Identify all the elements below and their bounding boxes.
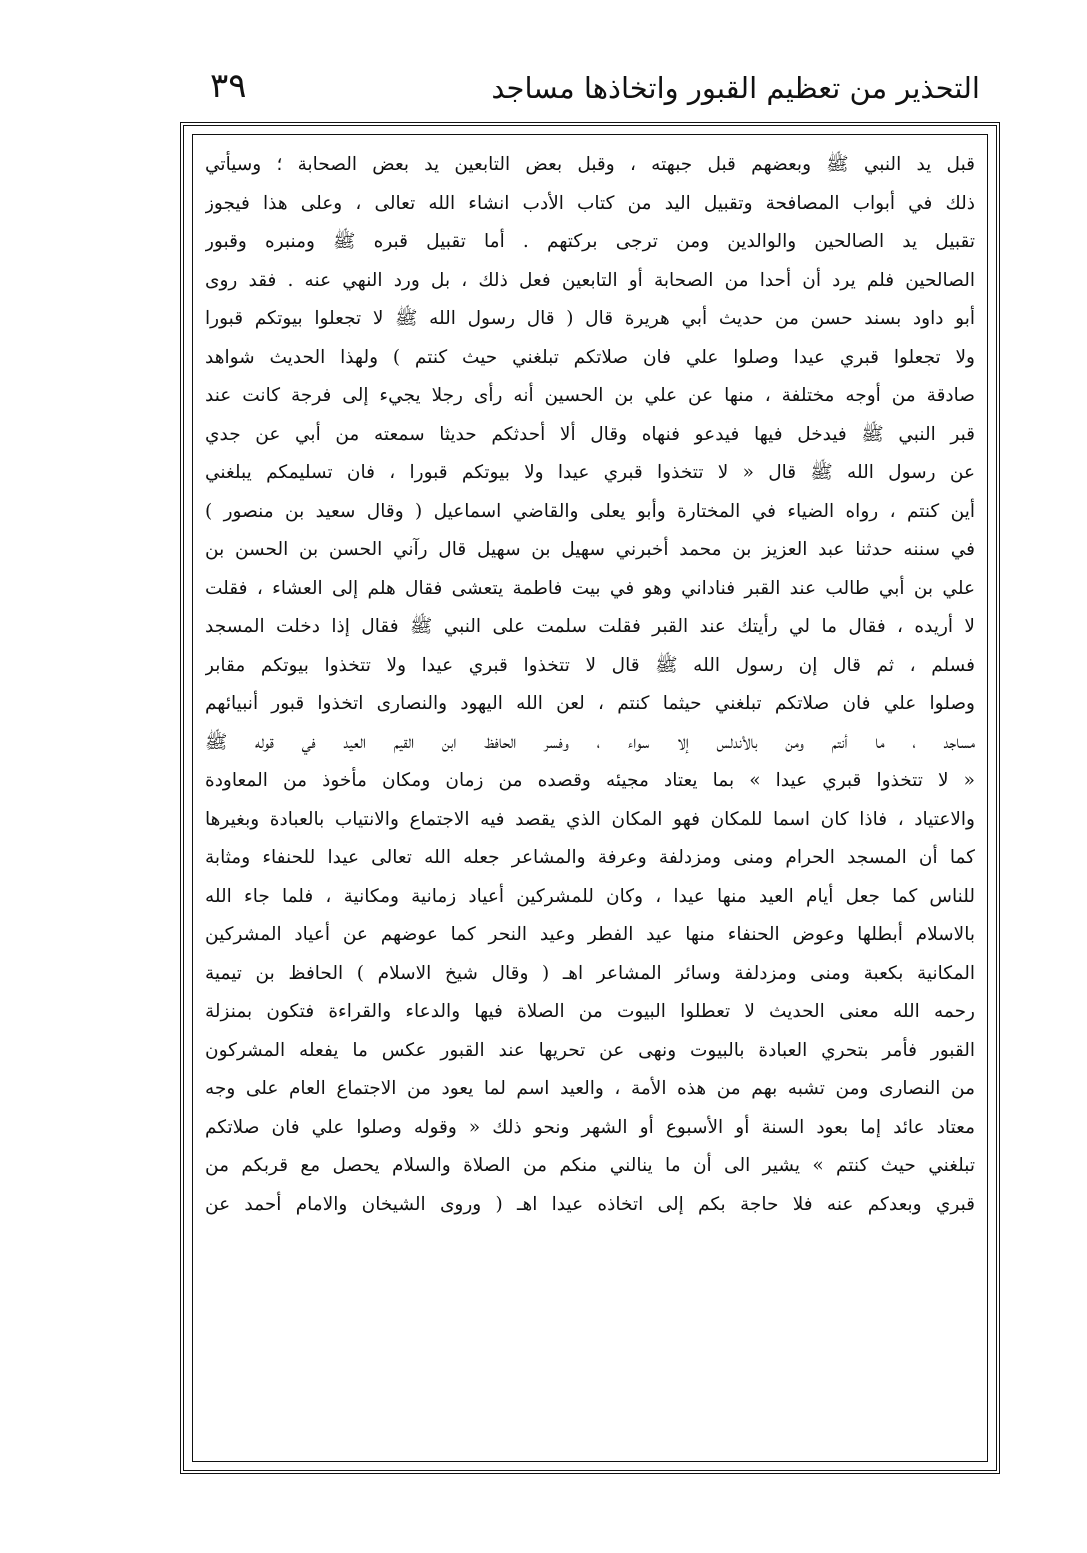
main-text-block — [205, 146, 975, 1456]
text-line: كما أن المسجد الحرام ومنى ومزدلفة وعرفة والمشاعر جعله الله تعالى عيدا للحنفاء ومثابة — [205, 847, 975, 868]
text-line: الصالحين فلم يرد أن أحدا من الصحابة أو التابعين فعل ذلك ، بل ورد النهي عنه . فقد روى — [205, 269, 975, 291]
text-line: لا أريده ، فقال ما لي رأيتك عند القبر فقلت سلمت على النبي ﷺ فقال إذا دخلت المسجد — [205, 616, 975, 637]
text-line: صادقة من أوجه مختلفة ، منها عن علي بن الحسين أنه رأى رجلا يجيء إلى فرجة كانت عند — [205, 385, 975, 406]
text-line: قبل يد النبي ﷺ وبعضهم قبل جبهته ، وقبل بعض التابعين يد بعض الصحابة ؛ وسيأتي — [205, 154, 975, 175]
text-line: من النصارى ومن تشبه بهم من هذه الأمة ، والعيد اسم لما يعود من الاجتماع العام على وجه — [205, 1078, 975, 1099]
text-line: ذلك في أبواب المصافحة وتقبيل اليد من كتاب الأدب انشاء الله تعالى ، وعلى هذا فيجوز — [205, 192, 975, 214]
text-line: تبلغني حيث كنتم » يشير الى أن ما ينالني منكم من الصلاة والسلام يحصل مع قربكم من — [205, 1155, 975, 1176]
running-title: التحذير من تعظيم القبور واتخاذها مساجد — [491, 71, 980, 105]
text-line: بالاسلام أبطلها وعوض الحنفاء منها عيد الفطر وعيد النحر كما عوضهم عن أعياد المشركين — [205, 924, 975, 945]
text-line: القبور فأمر بتحري العبادة بالبيوت ونهى عن تحريها عند القبور عكس ما يفعله المشركون — [205, 1039, 975, 1061]
text-line: فسلم ، ثم قال إن رسول الله ﷺ قال لا تتخذوا قبري عيدا ولا تتخذوا بيوتكم مقابر — [205, 654, 975, 676]
text-line: عن رسول الله ﷺ قال « لا تتخذوا قبري عيدا ولا بيوتكم قبورا ، فان تسليمكم يبلغني — [205, 462, 975, 483]
text-line: « لا تتخذوا قبري عيدا » بما يعتاد مجيئه وقصده من زمان ومكان مأخوذ من المعاودة — [205, 770, 975, 791]
text-line: مساجد ، ما أنتم ومن بالأندلس إلا سواء ، وفسر الحافظ ابن القيم العيد في قوله ﷺ — [205, 731, 975, 753]
text-line: تقبيل يد الصالحين والوالدين ومن ترجى بركتهم . أما تقبيل قبره ﷺ ومنبره وقبور — [205, 231, 975, 252]
text-line: ولا تجعلوا قبري عيدا وصلوا علي فان صلاتكم تبلغني حيث كنتم ) ولهذا الحديث شواهد — [205, 346, 975, 368]
text-line: رحمه الله معنى الحديث لا تعطلوا البيوت من الصلاة فيها والدعاء والقراءة فتكون بمنزلة — [205, 1001, 975, 1022]
text-line: والاعتياد ، فاذا كان اسما للمكان فهو المكان الذي يقصد فيه الاجتماع والانتياب بالعبادة وبغيرها — [205, 808, 975, 830]
text-line: معتاد عائد إما بعود السنة أو الأسبوع أو الشهر ونحو ذلك « وقوله وصلوا علي فان صلاتكم — [205, 1116, 975, 1138]
text-line: أبو داود بسند حسن من حديث أبي هريرة قال ( قال رسول الله ﷺ لا تجعلوا بيوتكم قبورا — [205, 308, 975, 329]
text-line: أين كنتم ، رواه الضياء في المختارة وأبو يعلى والقاضي اسماعيل ( وقال سعيد بن منصور ) — [205, 500, 975, 522]
page-number: ٣٩ — [210, 66, 247, 106]
text-line: في سننه حدثنا عبد العزيز بن محمد أخبرني سهيل بن سهيل قال رآني الحسن بن الحسن بن — [205, 539, 975, 560]
text-line: للناس كما جعل أيام العيد منها عيدا ، وكان للمشركين أعياد زمانية ومكانية ، فلما جاء الله — [205, 885, 975, 907]
text-line: قبري وبعدكم عنه فلا حاجة بكم إلى اتخاذه عيدا اهـ ( وروى الشيخان والامام أحمد عن — [205, 1193, 975, 1215]
running-header — [200, 62, 980, 118]
text-line: قبر النبي ﷺ فيدخل فيها فيدعو فنهاه وقال ألا أحدثكم حديثا سمعته من أبي عن جدي — [205, 423, 975, 445]
text-line: المكانية بكعبة ومنى ومزدلفة وسائر المشاعر اهـ ( وقال شيخ الاسلام ) الحافظ بن تيمية — [205, 962, 975, 984]
text-line: وصلوا علي فان صلاتكم تبلغني حيثما كنتم ، لعن الله اليهود والنصارى اتخذوا قبور أنبيائهم — [205, 693, 975, 714]
text-line: علي بن أبي طالب عند القبر فناداني وهو في بيت فاطمة يتعشى فقال هلم إلى العشاء ، فقلت — [205, 577, 975, 599]
